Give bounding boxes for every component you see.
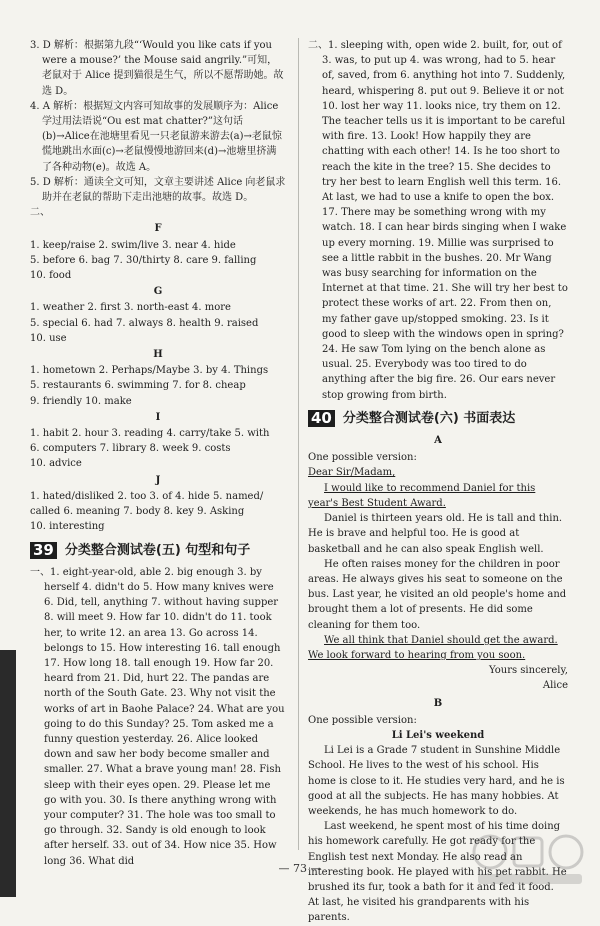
section-2-answers: 二、1. sleeping with, open wide 2. built, for, out of 3. was, to put up 4. was wrong, had to 5. hear of, saved, from 6. anything hot into 7. Suddenly, heard, whispering 8. put out 9. Believe it or not 10. lost her way 11. looks nice, try them on 12. The teacher tells us it is important to be careful with fire. 13. Look! How happily they are chatting with each other! 14. Is he too short to reach the kite in the tree? 15. She decides to try her best to learn English well this term. 16. At last, we had to use a knife to open the box. 17. There may be something wrong with my watch. 18. I can hear birds singing when I wake up every morning. 19. Millie was surprised to see a little rabbit in the bushes. 20. Mr Wang was busy searching for information on the Internet at that time. 21. She will try her best to protect these works of art. 22. From then on, my father gave up/stopped smoking. 23. Is it good to sleep with the windows open in spring? 24. He saw Tom lying on the bench alone as usual. 25. Everybody was too tired to do anything after the big fire. 26. Our ears never stop growing from birth. [308,40,568,401]
binding-edge [0,650,16,897]
answer-5: 5. D 解析：通读全文可知，文章主要讲述 Alice 向老鼠求助并在老鼠的帮助下走出池塘的故事。故选 D。 [30,176,286,204]
essay-paragraph: Daniel is thirteen years old. He is tall and thin. He is brave and helpful too. He is good at basketball and he can also speak English well. [308,513,563,555]
vocab-line: 10. interesting [30,521,105,533]
page-number: — 73 — [278,862,322,875]
unit-39-answers: 一、1. eight-year-old, able 2. big enough 3. by herself 4. didn't do 5. How many knives were 6. Did, tell, anything 7. without having supper 8. will meet 9. How far 10. didn't do 11. took her, to write 12. an area 13. Go across 14. belongs to 15. How interesting 16. tall enough 17. How long 18. tall enough 19. How far 20. heard from 21. Did, hurt 22. The pandas are north of the South Gate. 23. Why not visit the works of art in Baohe Palace? 24. What are you going to do this Sunday? 25. Tom asked me a funny question yesterday. 26. Alice looked down and saw her body become smaller and smaller. 27. What a brave young man! 28. Fish sleep with their eyes open. 29. Please let me go with you. 30. Is there anything wrong with your computer? 31. The hole was too small to go through. 32. Sandy is old enough to look after herself. 33. out of 34. How nice 35. How long 36. What did [30,566,285,867]
vocab-line: 5. special 6. had 7. always 8. health 9. raised [30,317,259,329]
unit-number: 39 [30,542,57,559]
vocab-line: 1. weather 2. first 3. north-east 4. more [30,302,231,314]
vocab-line: 5. restaurants 6. swimming 7. for 8. cheap [30,380,246,392]
essay-paragraph: We all think that Daniel should get the award. We look forward to hearing from you soon. [308,634,558,661]
answer-4: 4. A 解析：根据短文内容可知故事的发展顺序为：Alice学过用法语说“Ou est mat chatter?”这句话(b)→Alice在池塘里看见一只老鼠游来游去(a)→老鼠惊慌地跳出水面(c)→老鼠慢慢地游回来(d)→池塘里挤满了各种动物(e)。故选 A。 [30,100,282,173]
vocab-group-h [30,347,286,409]
unit-number: 40 [308,410,335,427]
essay-letter: B [433,697,443,709]
vocab-line: called 6. meaning 7. body 8. key 9. Asking [30,506,245,518]
vocab-group-f [30,221,286,283]
vocab-line: 5. before 6. bag 7. 30/thirty 8. care 9. falling [30,254,257,266]
vocab-line: 10. advice [30,458,82,470]
group-letter: G [153,286,163,298]
group-letter: H [153,349,163,361]
section-2-label: 二、 [30,207,50,219]
essay-a [308,433,568,693]
essay-paragraph: Li Lei is a Grade 7 student in Sunshine Middle School. He lives to the west of his school. His home is close to it. He studies very hard, and he is good at all the subjects. He has many hobbies. At weekends, he has much homework to do. [308,745,565,817]
vocab-group-i [30,410,286,472]
essay-b [308,696,568,926]
essay-paragraph: He often raises money for the children in poor areas. He always gives his seat to someone on the bus. Last year, he visited an old people's home and brought them a lot of presents. He did some cleaning for them too. [308,558,567,631]
vocab-group-g [30,284,286,346]
unit-title: 分类整合测试卷(六) 书面表达 [342,410,516,426]
group-letter: J [155,474,161,486]
column-divider [298,38,299,850]
vocab-line: 10. use [30,332,67,344]
essay-intro: One possible version: [308,714,417,726]
vocab-line: 9. friendly 10. make [30,395,132,407]
vocab-line: 1. hometown 2. Perhaps/Maybe 3. by 4. Things [30,365,269,377]
watermark-logo [470,830,590,890]
vocab-line: 10. food [30,270,72,282]
group-letter: I [155,411,161,423]
essay-title: Li Lei's weekend [391,729,485,741]
essay-signature: Alice [542,680,568,692]
unit-title: 分类整合测试卷(五) 句型和句子 [64,542,251,558]
left-column [30,38,286,869]
essay-paragraph: I would like to recommend Daniel for this year's Best Student Award. [308,482,536,509]
essay-greeting: Dear Sir/Madam, [308,467,396,479]
essay-letter: A [434,435,442,447]
answer-3: 3. D 解析：根据第九段“‘Would you like cats if you were a mouse?’ the Mouse said angrily.”可知，老鼠对于 Alice 提到猫很是生气，所以不愿帮助她。故选 D。 [30,40,284,97]
vocab-group-j [30,473,286,535]
group-letter: F [154,223,162,235]
vocab-line: 1. hated/disliked 2. too 3. of 4. hide 5. named/ [30,490,264,502]
essay-intro: One possible version: [308,452,417,464]
essay-paragraph: Last weekend, he spent most of his time doing his homework carefully. He got ready for the English test next Monday. He also read an interesting book. He played with his pet rabbit. He brushed its fur, took a bath for it and fed it food. At last, he visited his grandparents with his parents. [308,821,567,924]
unit-40-heading [308,410,568,427]
right-column [308,38,568,926]
vocab-line: 1. keep/raise 2. swim/live 3. near 4. hide [30,239,236,251]
essay-closing: Yours sincerely, [489,665,568,677]
vocab-line: 1. habit 2. hour 3. reading 4. carry/take 5. with [30,428,270,440]
vocab-line: 6. computers 7. library 8. week 9. costs [30,443,231,455]
unit-39-heading [30,542,286,559]
